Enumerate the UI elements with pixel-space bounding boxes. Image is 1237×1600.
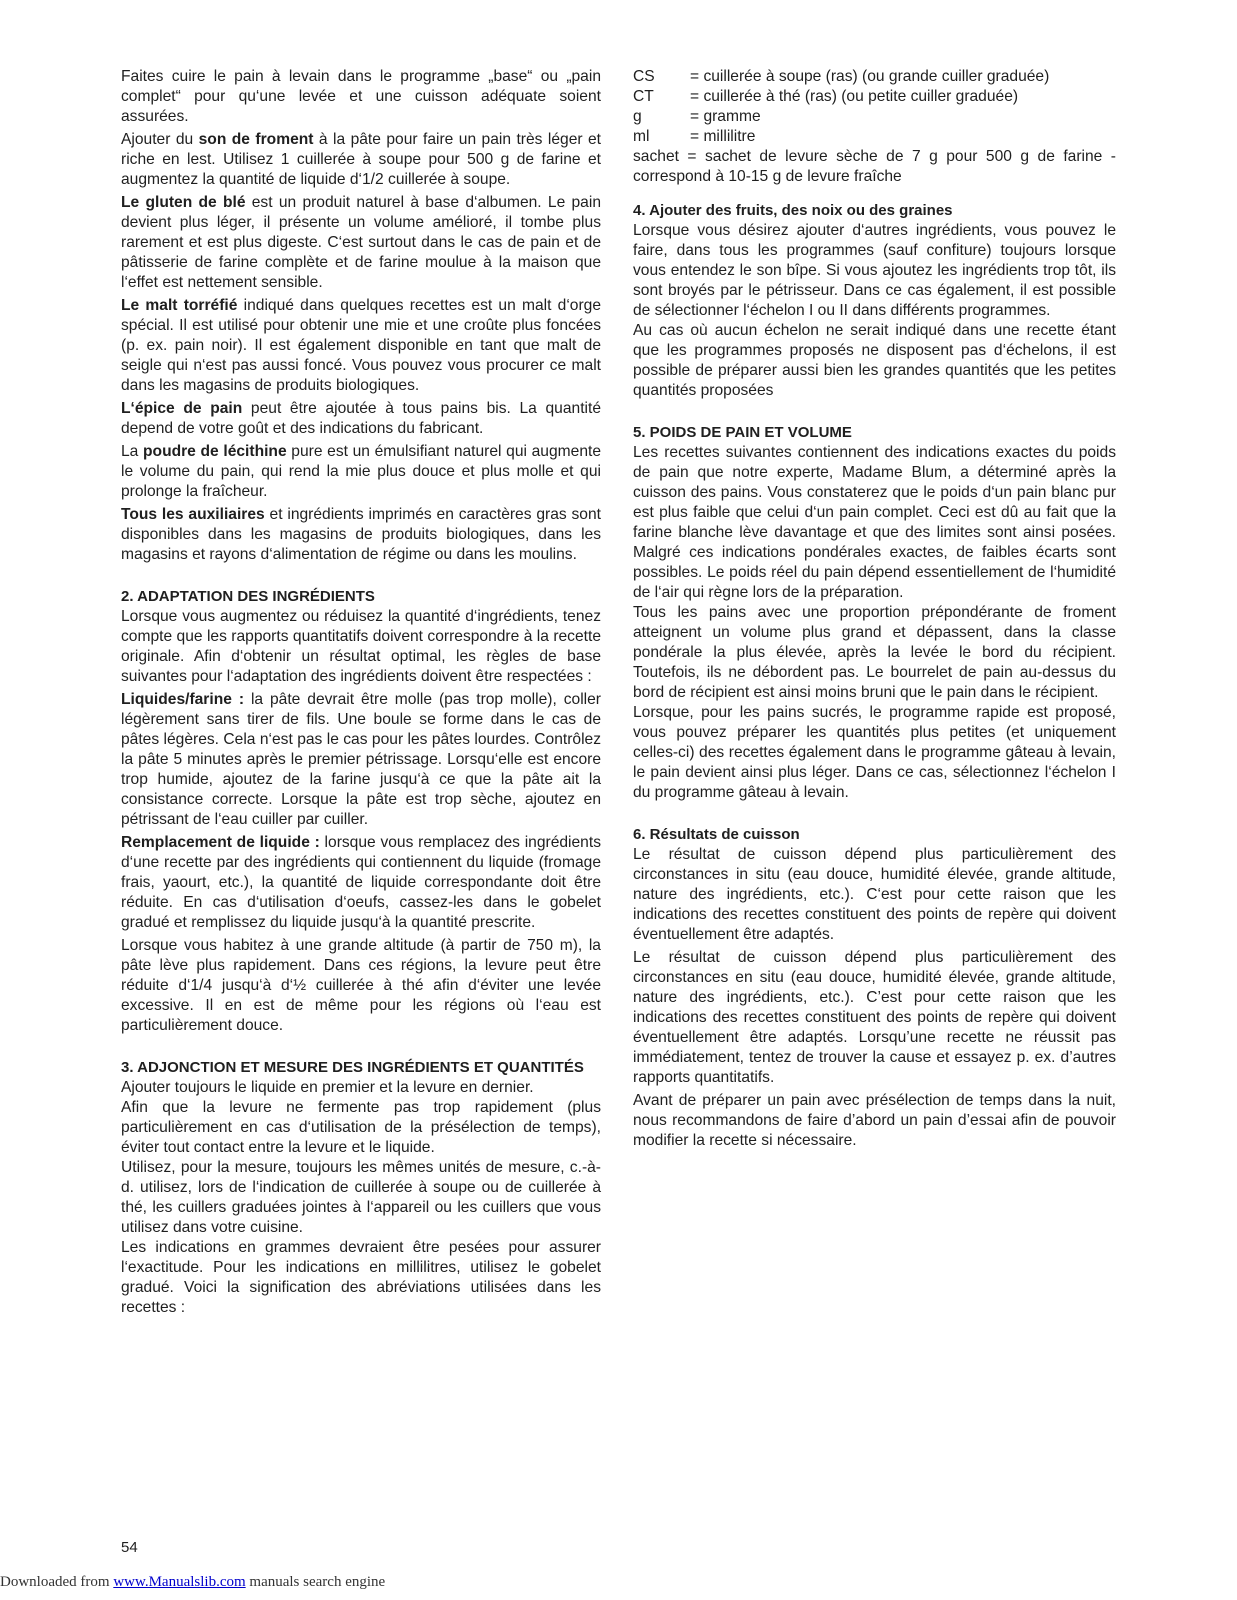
paragraph-altitude: Lorsque vous habitez à une grande altitude (à partir de 750 m), la pâte lève plus rapidement. Dans ces régions, la levure peut être réduite d‘1/4 jusqu‘à d‘½ cuillerée à thé afin d‘éviter une levée excessive. Il en est de même pour les régions où l‘eau est particulièrement douce.: [121, 937, 601, 1034]
paragraph-order: Ajouter toujours le liquide en premier et la levure en dernier.: [121, 1079, 534, 1096]
section-heading-4: 4. Ajouter des fruits, des noix ou des graines: [633, 202, 953, 219]
paragraph-gluten: Le gluten de blé est un produit naturel à base d‘albumen. Le pain devient plus léger, il présente un volume amélioré, il tombe plus rarement et est plus digeste. C‘est surtout dans le cas de pain et de pâtisserie de farine complète et de farine moulue à la maison que l‘effet est nettement sensible.: [121, 194, 601, 291]
paragraph-baking-result-2: Le résultat de cuisson dépend plus particulièrement des circonstances en situ (eau douce, humidité élevée, grande altitude, nature des ingrédients, etc.). C’est pour cette raison que les indications des recettes constituent des points de repère qui doivent éventuellement être adaptés. Lorsqu’une recette ne réussit pas immédiatement, tentez de trouver la cause et essayez p. ex. d’autres rapports quantitatifs.: [633, 949, 1116, 1086]
manualslib-link[interactable]: www.Manualslib.com: [113, 1574, 246, 1590]
section-heading-3: 3. ADJONCTION ET MESURE DES INGRÉDIENTS ET QUANTITÉS: [121, 1059, 584, 1076]
paragraph-sourdough: Faites cuire le pain à levain dans le programme „base“ ou „pain complet“ pour qu‘une levée et une cuisson adéquate soient assurées.: [121, 68, 601, 125]
paragraph-preselection: Avant de préparer un pain avec présélection de temps dans la nuit, nous recommandons de faire d’abord un pain d’essai afin de pouvoir modifier la recette si nécessaire.: [633, 1092, 1116, 1149]
paragraph-liquid-replacement: Remplacement de liquide : lorsque vous remplacez des ingrédients d‘une recette par des ingrédients qui contiennent du liquide (fromage frais, yaourt, etc.), la quantité de liquide correspondante doit être réduite. En cas d‘utilisation d‘oeufs, cassez-les dans le gobelet gradué et remplissez du liquide jusqu‘à la quantité prescrite.: [121, 834, 601, 931]
paragraph-malt: Le malt torréfié indiqué dans quelques recettes est un malt d‘orge spécial. Il est utilisé pour obtenir une mie et une croûte plus foncées (p. ex. pain noir). Il est également disponible en tant que malt de seigle qui n‘est pas aussi foncé. Vous pouvez vous procurer ce malt dans les magasins de produits biologiques.: [121, 297, 602, 394]
paragraph-no-level: Au cas où aucun échelon ne serait indiqué dans une recette étant que les programmes proposés ne disposent pas d‘échelons, il est possible de préparer aussi bien les grandes quantités que les petites quantités proposées: [633, 322, 1116, 399]
section-heading-2: 2. ADAPTATION DES INGRÉDIENTS: [121, 588, 375, 605]
section-heading-6: 6. Résultats de cuisson: [633, 826, 800, 843]
right-column: [633, 67, 1116, 1154]
paragraph-add-ingredients: Lorsque vous désirez ajouter d‘autres ingrédients, vous pouvez le faire, dans tous les programmes (sauf confiture) toujours lorsque vous entendez le son bîpe. Si vous ajoutez les ingrédients trop tôt, ils sont broyés par le pétrisseur. Dans ce cas également, il est possible de sélectionner l‘échelon I ou II dans différents programmes.: [633, 222, 1116, 319]
abbreviation-table: [633, 67, 1049, 147]
paragraph-lecithin: La poudre de lécithine pure est un émulsifiant naturel qui augmente le volume du pain, qui rend la mie plus douce et plus molle et qui prolonge la fraîcheur.: [121, 443, 601, 500]
paragraph-adaptation: Lorsque vous augmentez ou réduisez la quantité d‘ingrédients, tenez compte que les rapports quantitatifs doivent correspondre à la recette originale. Afin d‘obtenir un résultat optimal, les règles de base suivantes pour l‘adaptation des ingrédients doivent être respectées :: [121, 608, 601, 685]
abbreviation-row: CT = cuillerée à thé (ras) (ou petite cuiller graduée): [633, 88, 1019, 105]
paragraph-yeast-contact: Afin que la levure ne fermente pas trop rapidement (plus particulièrement en cas d‘utilisation de la présélection de temps), éviter tout contact entre la levure et le liquide.: [121, 1099, 601, 1156]
paragraph-sachet: sachet = sachet de levure sèche de 7 g pour 500 g de farine - correspond à 10-15 g de levure fraîche: [633, 148, 1116, 185]
abbreviation-row: ml = millilitre: [633, 128, 756, 145]
paragraph-liquids-flour: Liquides/farine : la pâte devrait être molle (pas trop molle), coller légèrement sans tirer de fils. Une boule se forme dans le cas de pâtes légères. Cela n‘est pas le cas pour les pâtes lourdes. Contrôlez la pâte 5 minutes après le premier pétrissage. Lorsqu‘elle est encore trop humide, ajoutez de la farine jusqu‘à ce que la pâte ait la consistance correcte. Lorsque la pâte est trop sèche, ajoutez en pétrissant de l‘eau cuiller par cuiller.: [121, 691, 601, 828]
paragraph-auxiliaries: Tous les auxiliaires et ingrédients imprimés en caractères gras sont disponibles dans les magasins de produits biologiques, dans les magasins et rayons d‘alimentation de régime ou dans les moulins.: [121, 506, 601, 563]
paragraph-bread-weight: Les recettes suivantes contiennent des indications exactes du poids de pain que notre experte, Madame Blum, a déterminé après la cuisson des pains. Vous constaterez que le poids d‘un pain blanc pur est plus faible que celui d‘un pain complet. Ceci est dû au fait que la farine blanche lève davantage et que des limites sont ainsi posées. Malgré ces indications pondérales exactes, de faibles écarts sont possibles. Le poids réel du pain dépend essentiellement de l‘humidité de l‘air qui règne lors de la préparation.: [633, 444, 1116, 601]
paragraph-spice: L‘épice de pain peut être ajoutée à tous pains bis. La quantité depend de votre goût et des indications du fabricant.: [121, 400, 601, 437]
paragraph-units: Utilisez, pour la mesure, toujours les mêmes unités de mesure, c.-à-d. utilisez, lors de l‘indication de cuillerée à soupe ou de cuillerée à thé, les cuillers graduées jointes à l‘appareil ou les cuillers que vous utilisez dans votre cuisine.: [121, 1159, 601, 1236]
paragraph-wheat-volume: Tous les pains avec une proportion prépondérante de froment atteignent un volume plus grand et dépassent, dans la classe pondérale la plus élevée, après la levée le bord du récipient. Toutefois, ils ne débordent pas. Le bourrelet de pain au-dessus du bord de récipient est ainsi moins bruni que le pain dans le récipient.: [633, 604, 1116, 701]
paragraph-sweet-breads: Lorsque, pour les pains sucrés, le programme rapide est proposé, vous pouvez préparer les quantités plus petites (et uniquement celles-ci) des recettes également dans le programme gâteau à levain, le pain devient ainsi plus léger. Dans ce cas, sélectionnez l‘échelon I du programme gâteau à levain.: [633, 704, 1116, 801]
section-heading-5: 5. POIDS DE PAIN ET VOLUME: [633, 424, 852, 441]
paragraph-baking-result-1: Le résultat de cuisson dépend plus particulièrement des circonstances in situ (eau douce, humidité élevée, grande altitude, nature des ingrédients, etc.). C‘est pour cette raison que les indications des recettes constituent des points de repère qui doivent éventuellement être adaptés.: [633, 846, 1116, 943]
page-number: 54: [121, 1539, 138, 1556]
download-footer: Downloaded from www.Manualslib.com manuals search engine: [0, 1574, 386, 1590]
paragraph-wheat-bran: Ajouter du son de froment à la pâte pour faire un pain très léger et riche en lest. Utilisez 1 cuillerée à soupe pour 500 g de farine et augmentez la quantité de liquide d‘1/2 cuillerée à soupe.: [121, 131, 602, 188]
left-column: [121, 67, 601, 1318]
abbreviation-row: g = gramme: [633, 108, 761, 125]
abbreviation-row: CS = cuillerée à soupe (ras) (ou grande cuiller graduée): [633, 68, 1050, 85]
paragraph-grams: Les indications en grammes devraient être pesées pour assurer l‘exactitude. Pour les indications en millilitres, utilisez le gobelet gradué. Voici la signification des abréviations utilisées dans les recettes :: [121, 1239, 601, 1316]
